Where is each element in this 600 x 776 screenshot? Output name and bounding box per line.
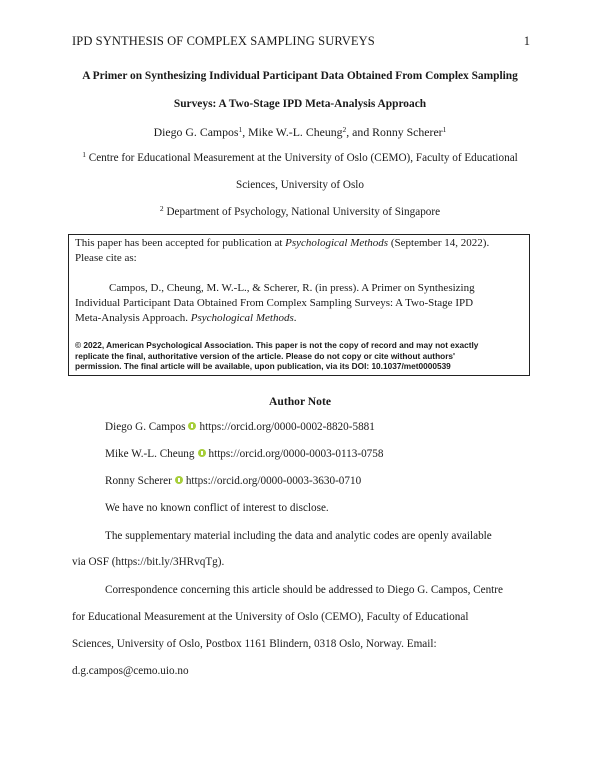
affiliation-1-marker: 1	[82, 150, 86, 159]
copyright-line-1: © 2022, American Psychological Association. This paper is not the copy of record and may not exactly	[75, 340, 479, 350]
author-2-affil: 2	[342, 125, 347, 134]
author-3-affil: 1	[442, 125, 447, 134]
copyright-notice	[75, 340, 527, 372]
acceptance-note: This paper has been accepted for publication at Psychological Methods (September 14, 2022).	[75, 237, 490, 249]
orcid-entry-2: Mike W.-L. Cheung https://orcid.org/0000-0003-0113-0758	[105, 448, 384, 460]
copyright-line-2: replicate the final, authoritative version of the article. Please do not copy or cite without authors'	[75, 350, 456, 361]
affiliation-2-marker: 2	[159, 204, 164, 213]
orcid-entry-3: Ronny Scherer https://orcid.org/0000-0003-3630-0710	[105, 475, 362, 487]
author-list	[0, 125, 600, 140]
author-separator: , and	[346, 125, 373, 139]
running-head: IPD SYNTHESIS OF COMPLEX SAMPLING SURVEYS	[72, 34, 375, 48]
orcid-entry-1: Diego G. Campos https://orcid.org/0000-0002-8820-5881	[105, 421, 375, 433]
author-3: Ronny Scherer	[372, 125, 443, 139]
journal-name: Psychological Methods	[285, 237, 389, 249]
title-line-2: Surveys: A Two-Stage IPD Meta-Analysis Approach	[173, 98, 427, 110]
orcid-link-2[interactable]: https://orcid.org/0000-0003-0113-0758	[208, 448, 384, 460]
page-number: 1	[523, 34, 530, 48]
author-1: Diego G. Campos	[153, 125, 239, 139]
orcid-link-3[interactable]: https://orcid.org/0000-0003-3630-0710	[185, 475, 362, 487]
journal-name: Psychological Methods	[190, 312, 294, 324]
copyright-line-3: permission. The final article will be available, upon publication, via its DOI: 10.1037/met0000539	[75, 361, 451, 371]
affiliation-1: $^1$ Centre for Educational Measurement at the University of Oslo (CEMO), Faculty of Educational	[82, 150, 518, 164]
author-note-heading: Author Note	[269, 395, 331, 408]
orcid-icon	[175, 476, 183, 484]
author-2: Mike W.-L. Cheung	[248, 125, 343, 139]
correspondence-line-3: Sciences, University of Oslo, Postbox 1161 Blindern, 0318 Oslo, Norway. Email:	[72, 638, 437, 650]
affiliation-2: $^2$ Department of Psychology, National University of Singapore	[159, 204, 441, 218]
author-1-affil: 1	[238, 125, 243, 134]
supplementary-line-2: via OSF (https://bit.ly/3HRvqTg).	[72, 556, 225, 568]
citation-line-3: Meta-Analysis Approach. Psychological Methods.	[75, 312, 297, 324]
orcid-link-1[interactable]: https://orcid.org/0000-0002-8820-5881	[199, 421, 375, 433]
conflict-statement: We have no known conflict of interest to disclose.	[105, 502, 329, 514]
title-line-1: A Primer on Synthesizing Individual Participant Data Obtained From Complex Sampling	[82, 70, 518, 82]
acceptance-notice-box	[68, 234, 530, 376]
correspondence-line-2: for Educational Measurement at the University of Oslo (CEMO), Faculty of Educational	[72, 611, 469, 623]
cite-as-label: Please cite as:	[75, 252, 137, 264]
citation-line-2: Individual Participant Data Obtained From Complex Sampling Surveys: A Two-Stage IPD	[75, 297, 474, 309]
correspondence-line-1: Correspondence concerning this article should be addressed to Diego G. Campos, Centre	[105, 584, 503, 596]
affiliation-1-continued: Sciences, University of Oslo	[235, 179, 364, 191]
author-separator: ,	[242, 125, 249, 139]
correspondence-email[interactable]: d.g.campos@cemo.uio.no	[72, 665, 189, 677]
citation-line-1: Campos, D., Cheung, M. W.-L., & Scherer, R. (in press). A Primer on Synthesizing	[109, 282, 475, 294]
orcid-icon	[198, 449, 206, 457]
supplementary-line-1: The supplementary material including the data and analytic codes are openly available	[105, 530, 492, 542]
orcid-icon	[188, 422, 196, 430]
